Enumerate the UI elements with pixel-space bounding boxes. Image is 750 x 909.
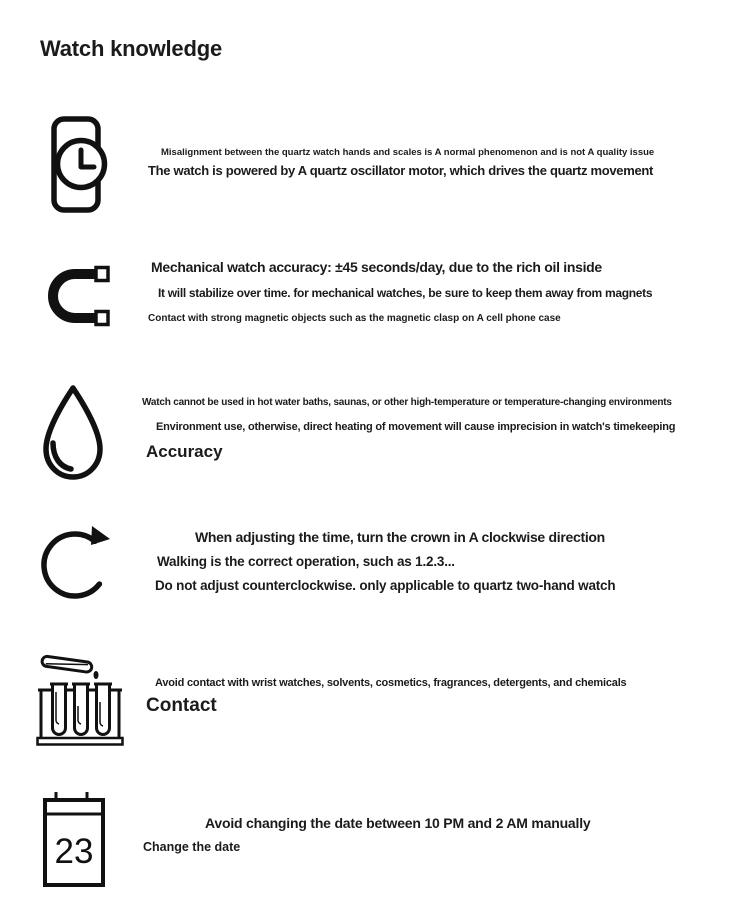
counterclockwise-warning-text: Do not adjust counterclockwise. only applicable to quartz two-hand watch	[155, 578, 616, 593]
calendar-icon	[42, 790, 106, 888]
clockwise-rotation-icon	[40, 520, 116, 606]
correct-operation-text: Walking is the correct operation, such as 1.2.3...	[157, 554, 455, 569]
page-title: Watch knowledge	[40, 36, 222, 61]
magnetic-contact-note: Contact with strong magnetic objects such as the magnetic clasp on A cell phone case	[148, 313, 561, 324]
clockwise-adjustment-text: When adjusting the time, turn the crown in A clockwise direction	[195, 529, 605, 545]
magnet-warning-text: It will stabilize over time. for mechanical watches, be sure to keep them away from magnets	[158, 286, 653, 300]
accuracy-heading: Accuracy	[146, 442, 223, 461]
date-change-warning-text: Avoid changing the date between 10 PM and 2 AM manually	[205, 815, 591, 831]
quartz-movement-description: The watch is powered by A quartz oscillator motor, which drives the quartz movement	[148, 163, 654, 178]
water-drop-icon	[38, 383, 108, 483]
contact-heading: Contact	[146, 695, 217, 716]
quartz-misalignment-note: Misalignment between the quartz watch hands and scales is A normal phenomenon and is not A quality issue	[161, 147, 655, 158]
mechanical-accuracy-heading: Mechanical watch accuracy: ±45 seconds/day, due to the rich oil inside	[151, 259, 602, 275]
chemical-warning-note: Avoid contact with wrist watches, solvents, cosmetics, fragrances, detergents, and chemicals	[155, 677, 627, 689]
temperature-imprecision-text: Environment use, otherwise, direct heating of movement will cause imprecision in watch's timekeeping	[156, 421, 676, 433]
magnet-icon	[42, 264, 112, 328]
calendar-day: 23	[54, 832, 94, 871]
change-the-date-heading: Change the date	[143, 840, 241, 854]
test-tubes-icon	[36, 646, 124, 746]
hot-water-warning-note: Watch cannot be used in hot water baths, saunas, or other high-temperature or temperature-changing environments	[142, 397, 672, 408]
wristwatch-icon	[50, 116, 108, 214]
